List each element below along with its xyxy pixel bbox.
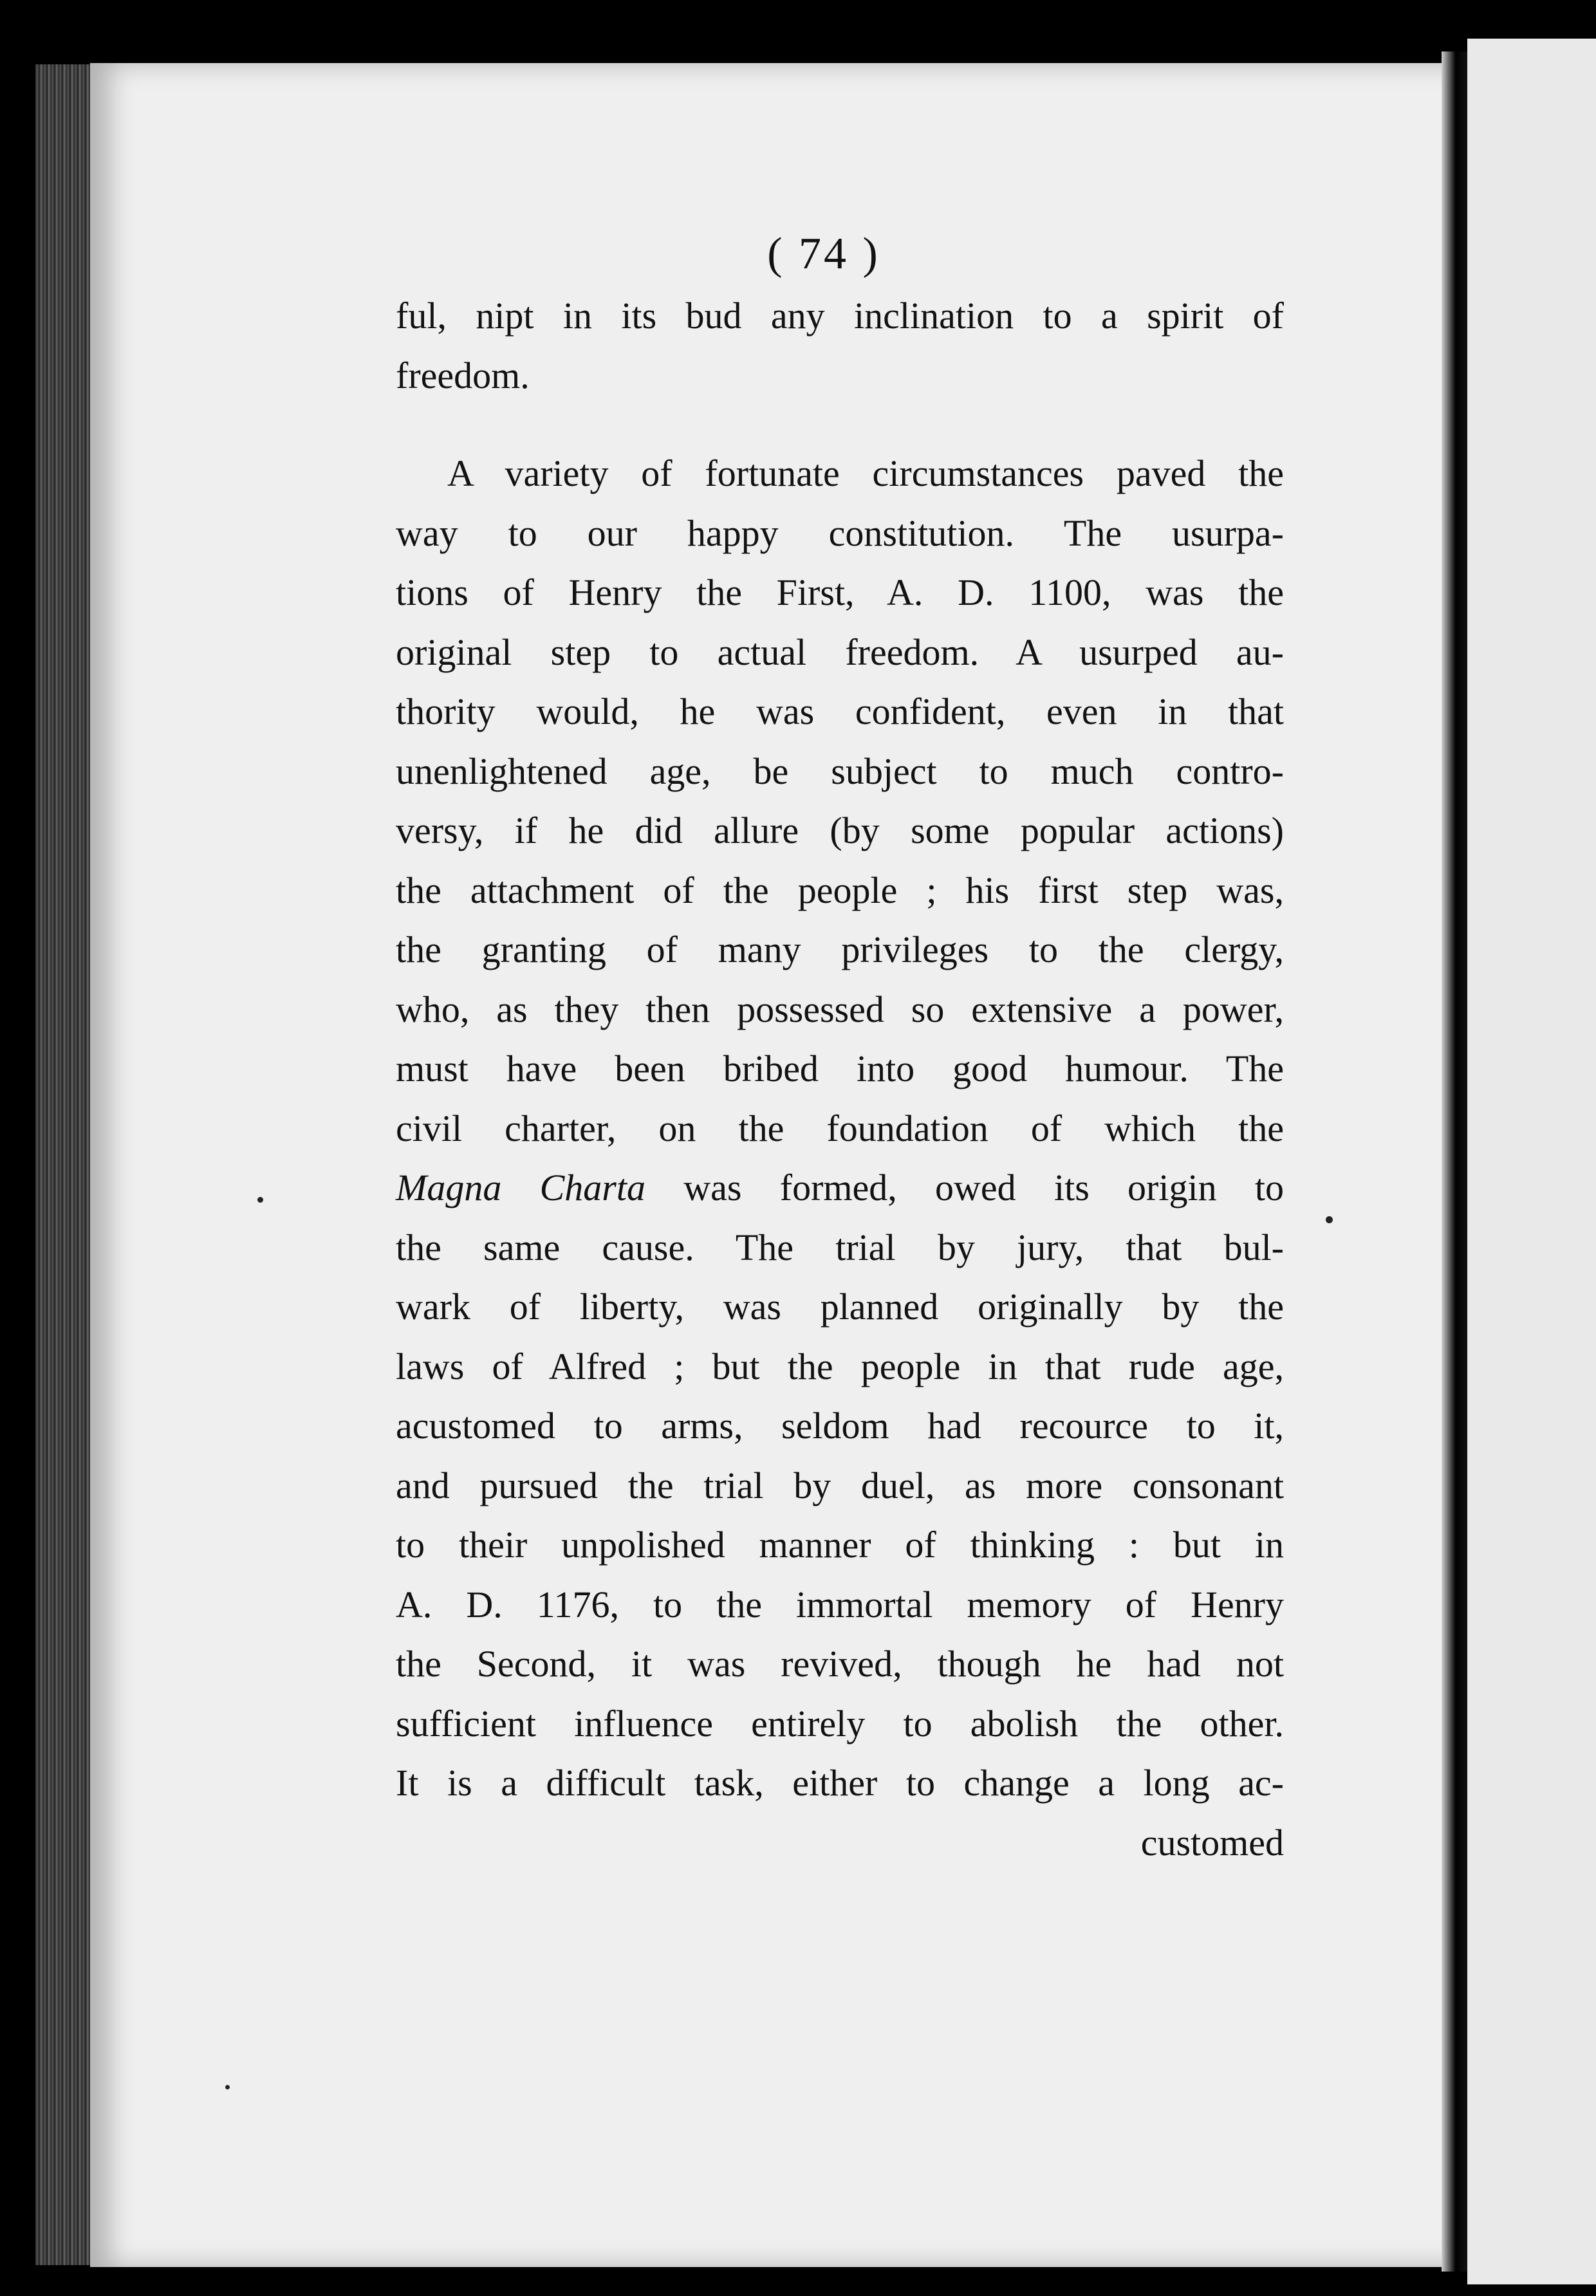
text-line: It is a difficult task, either to change a long ac- (396, 1762, 1284, 1804)
page-number: ( 74 ) (767, 229, 880, 279)
text-line: wark of liberty, was planned originally by the (396, 1286, 1284, 1328)
text-line: the attachment of the people ; his first step was, (396, 869, 1284, 911)
text-line: way to our happy constitution. The usurpa- (396, 512, 1284, 554)
text-line: who, as they then possessed so extensive a power, (396, 988, 1284, 1030)
italic-title: Magna Charta (396, 1167, 645, 1208)
book-gutter (1442, 51, 1467, 2272)
text-line: Magna Charta was formed, owed its origin to (396, 1167, 1284, 1208)
text-line: the Second, it was revived, though he had not (396, 1643, 1284, 1685)
text-line: A. D. 1176, to the immortal memory of Henry (396, 1583, 1284, 1625)
text-line: A variety of fortunate circumstances paved the (447, 452, 1284, 494)
text-line: to their unpolished manner of thinking : but in (396, 1524, 1284, 1566)
text-line: unenlightened age, be subject to much contro- (396, 750, 1284, 792)
text-line: freedom. (396, 354, 530, 396)
text-line: sufficient influence entirely to abolish the other. (396, 1702, 1284, 1745)
text-line: versy, if he did allure (by some popular actions) (396, 810, 1284, 851)
body-text (396, 286, 1284, 1873)
text-line: thority would, he was confident, even in that (396, 690, 1284, 732)
text-line: acustomed to arms, seldom had recource to it, (396, 1405, 1284, 1447)
ink-speck (1326, 1216, 1333, 1223)
text-line: and pursued the trial by duel, as more consonant (396, 1464, 1284, 1506)
text-line: laws of Alfred ; but the people in that rude age, (396, 1345, 1284, 1387)
ink-speck (225, 2085, 230, 2089)
text-line: the granting of many privileges to the clergy, (396, 929, 1284, 970)
text-line: original step to actual freedom. A usurped au- (396, 631, 1284, 673)
paragraph-gap (396, 405, 1284, 444)
text-line: ful, nipt in its bud any inclination to a spirit of (396, 295, 1284, 337)
facing-page (1467, 39, 1596, 2284)
text-line: tions of Henry the First, A. D. 1100, was the (396, 571, 1284, 613)
text-line: the same cause. The trial by jury, that bul- (396, 1226, 1284, 1268)
text-line: civil charter, on the foundation of which the (396, 1107, 1284, 1149)
text-line: must have been bribed into good humour. The (396, 1048, 1284, 1089)
ink-speck (257, 1197, 263, 1203)
catchword: customed (1140, 1821, 1284, 1864)
